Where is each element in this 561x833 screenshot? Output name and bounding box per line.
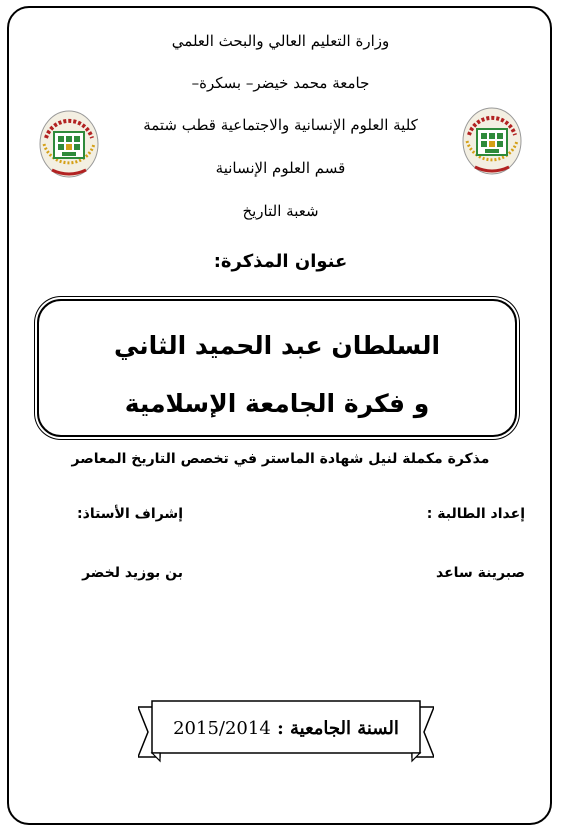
university-logo-icon bbox=[38, 108, 100, 184]
supervised-by-label: إشراف الأستاذ: bbox=[77, 506, 183, 522]
prepared-by-label: إعداد الطالبة : bbox=[426, 506, 525, 522]
title-line-2: و فكرة الجامعة الإسلامية bbox=[124, 389, 430, 418]
department-name: قسم العلوم الإنسانية bbox=[215, 159, 346, 177]
supervisor-name: بن بوزيد لخضر bbox=[82, 565, 183, 581]
student-name: صبرينة ساعد bbox=[436, 565, 525, 581]
academic-year-label: السنة الجامعية : bbox=[277, 718, 399, 739]
memo-description: مذكرة مكملة لنيل شهادة الماستر في تخصص التاريخ المعاصر bbox=[71, 451, 490, 467]
academic-year-value: 2015/2014 bbox=[173, 718, 271, 739]
title-line-1: السلطان عبد الحميد الثاني bbox=[113, 331, 441, 360]
ministry-name: وزارة التعليم العالي والبحث العلمي bbox=[171, 32, 390, 50]
university-logo-icon bbox=[461, 105, 523, 181]
faculty-name: كلية العلوم الإنسانية والاجتماعية قطب شتمة bbox=[143, 116, 418, 134]
branch-name: شعبة التاريخ bbox=[242, 202, 319, 220]
university-name: جامعة محمد خيضر– بسكرة– bbox=[191, 74, 370, 92]
academic-year bbox=[138, 718, 434, 739]
title-box bbox=[37, 299, 517, 437]
subject-label: عنوان المذكرة: bbox=[213, 251, 348, 272]
